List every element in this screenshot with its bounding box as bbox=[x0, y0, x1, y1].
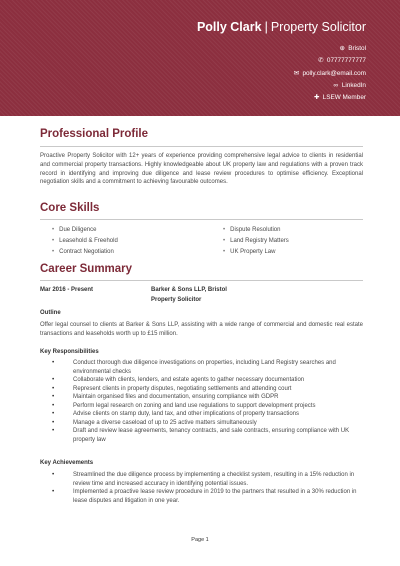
skills-column-left bbox=[52, 225, 182, 258]
skill-item: • Leasehold & Freehold bbox=[52, 236, 182, 247]
contact-location-text: Bristol bbox=[348, 45, 366, 52]
contact-phone[interactable] bbox=[292, 55, 366, 67]
skills-divider bbox=[40, 219, 363, 220]
profile-text: Proactive Property Solicitor with 12+ years of experience providing comprehensive legal advice to clients in residential and commercial property transactions. Highly knowledgeable about UK property law and regulations with a proven track record in identifying and improving due diligence and lease review procedures to optimise efficiency. Exceptional negotiation skills and a commitment to achieving favourable outcomes. bbox=[40, 153, 363, 186]
contact-location bbox=[292, 43, 366, 55]
achievements-list bbox=[52, 471, 364, 505]
list-item: • Conduct thorough due diligence investigations on properties, including Land Registry searches and environmental checks bbox=[52, 359, 364, 376]
list-item: • Draft and review lease agreements, tenancy contracts, and sale contracts, ensuring compliance with UK property law bbox=[52, 427, 364, 444]
profile-divider bbox=[40, 146, 363, 147]
candidate-name: Polly Clark bbox=[196, 20, 262, 34]
skill-item: • Due Diligence bbox=[52, 225, 182, 236]
header-banner bbox=[0, 0, 400, 116]
profile-heading: Professional Profile bbox=[40, 128, 149, 140]
skills-heading: Core Skills bbox=[40, 202, 100, 214]
skill-item: • Dispute Resolution bbox=[223, 225, 353, 236]
globe-icon: ⊕ bbox=[339, 45, 345, 52]
list-item: • Represent clients in property disputes, negotiating settlements and attending court bbox=[52, 385, 364, 394]
job-dates: Mar 2016 - Present bbox=[40, 287, 94, 293]
list-item: • Streamlined the due diligence process by implementing a checklist system, resulting in a 15% reduction in review time and increased accuracy in identifying potential issues. bbox=[52, 471, 364, 488]
name-separator: | bbox=[264, 20, 268, 34]
outline-text: Offer legal counsel to clients at Barker & Sons LLP, assisting with a wide range of commercial and domestic real estate transactions and leaseholds worth up to £15 million. bbox=[40, 322, 363, 337]
contact-email-text: polly.clark@email.com bbox=[302, 69, 366, 77]
contact-linkedin[interactable] bbox=[292, 80, 366, 92]
list-item: • Perform legal research on zoning and land use regulations to support development projects bbox=[52, 402, 364, 411]
career-heading: Career Summary bbox=[40, 263, 133, 275]
skill-item: • Land Registry Matters bbox=[223, 236, 353, 247]
contact-membership-text: LSEW Member bbox=[322, 94, 366, 102]
job-employer: Barker & Sons LLP, Bristol bbox=[151, 287, 227, 293]
skills-column-right bbox=[223, 225, 353, 258]
envelope-icon: ✉ bbox=[293, 69, 300, 77]
plus-icon: ✚ bbox=[313, 94, 320, 102]
phone-icon: ✆ bbox=[318, 57, 324, 65]
contact-phone-text: 07777777777 bbox=[326, 57, 366, 65]
skill-item: • Contract Negotiation bbox=[52, 247, 182, 258]
contact-list bbox=[292, 43, 366, 104]
contact-membership bbox=[292, 92, 366, 104]
achievements-label: Key Achievements bbox=[40, 460, 94, 466]
responsibilities-label: Key Responsibilities bbox=[40, 349, 99, 355]
list-item: • Implemented a proactive lease review procedure in 2019 to the partners that resulted in a 30% reduction in lease disputes and litigation in one year. bbox=[52, 488, 364, 505]
candidate-title: Property Solicitor bbox=[270, 20, 366, 34]
list-item: • Manage a diverse caseload of up to 25 active matters simultaneously bbox=[52, 419, 364, 428]
header-name-line bbox=[197, 20, 366, 34]
job-role: Property Solicitor bbox=[151, 297, 202, 303]
contact-linkedin-text: LinkedIn bbox=[341, 81, 366, 89]
page-number: Page 1 bbox=[191, 537, 209, 543]
list-item: • Maintain organised files and documentation, ensuring compliance with GDPR bbox=[52, 393, 364, 402]
career-divider bbox=[40, 280, 363, 281]
list-item: • Collaborate with clients, lenders, and estate agents to gather necessary documentation bbox=[52, 376, 364, 385]
responsibilities-list bbox=[52, 359, 364, 444]
skill-item: • UK Property Law bbox=[223, 247, 353, 258]
contact-email[interactable] bbox=[292, 68, 366, 80]
outline-label: Outline bbox=[40, 310, 61, 316]
link-icon: ∞ bbox=[333, 81, 339, 89]
list-item: • Advise clients on stamp duty, land tax, and other implications of property transactions bbox=[52, 410, 364, 419]
